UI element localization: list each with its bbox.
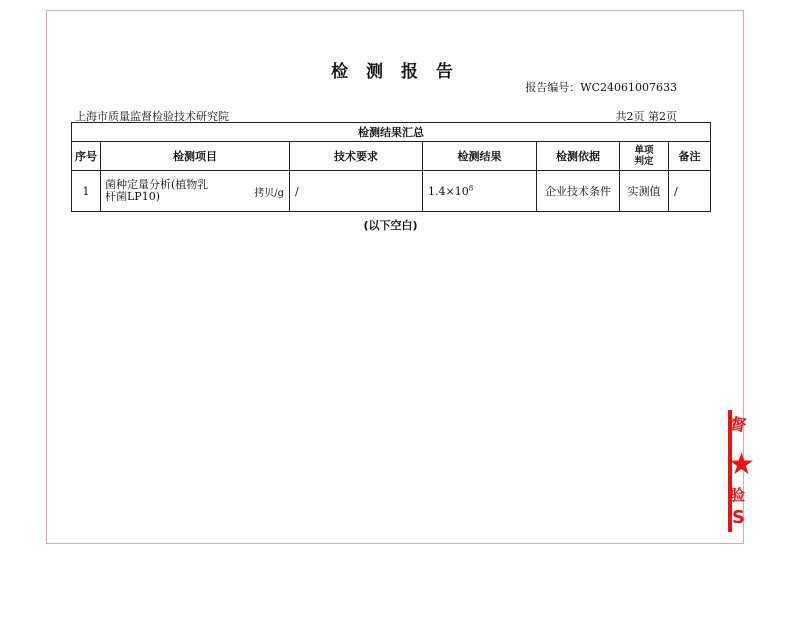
seal-text-top: 督	[728, 413, 748, 436]
table-caption: 检测结果汇总	[72, 123, 711, 142]
header-remark: 备注	[669, 142, 711, 171]
header-no: 序号	[72, 142, 101, 171]
seal-text-bottom: S	[732, 507, 745, 528]
row-no: 1	[72, 171, 101, 212]
report-page	[46, 10, 744, 544]
seal-text-mid: 验	[730, 486, 746, 504]
blank-below-note: (以下空白)	[363, 219, 418, 232]
header-basis: 检测依据	[537, 142, 620, 171]
page-count: 共2页 第2页	[615, 110, 677, 123]
star-icon: ★	[728, 447, 755, 482]
row-item: 菌种定量分析(植物乳杆菌LP10)	[105, 178, 209, 203]
row-result-exponent: 8	[468, 183, 474, 192]
row-result-base: 1.4×10	[428, 184, 469, 198]
page-title: 检 测 报 告	[331, 62, 459, 82]
organization-name: 上海市质量监督检验技术研究院	[75, 110, 229, 123]
table-header-row	[72, 142, 711, 171]
results-table	[71, 122, 711, 212]
row-result	[423, 171, 537, 212]
report-number: 报告编号：WC24061007633	[525, 81, 677, 94]
header-requirement: 技术要求	[290, 142, 423, 171]
table-row	[72, 171, 711, 212]
row-basis: 企业技术条件	[537, 171, 620, 212]
row-remark: /	[669, 171, 711, 212]
row-requirement: /	[290, 171, 423, 212]
row-unit: 拷贝/g	[254, 188, 284, 199]
header-judgement	[620, 142, 669, 171]
row-item-cell	[101, 171, 290, 212]
header-judgement-label: 单项判定	[634, 145, 654, 167]
row-judgement: 实测值	[620, 171, 669, 212]
header-item: 检测项目	[101, 142, 290, 171]
official-seal	[728, 410, 755, 532]
header-result: 检测结果	[423, 142, 537, 171]
